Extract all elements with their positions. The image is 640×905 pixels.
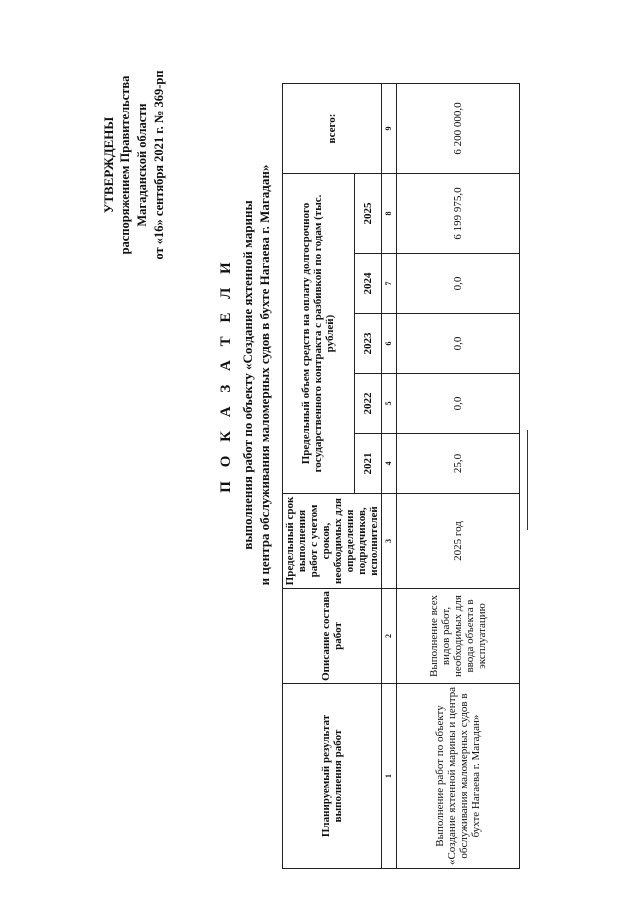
col-num-4: 4 <box>382 434 397 494</box>
header-money: Предельный объем средств на оплату долгосрочного государственного контракта с разбивкой по годам (тыс. рублей) <box>283 174 355 494</box>
approval-region: Магаданской области <box>135 103 149 227</box>
cell-total: 6 200 000,0 <box>397 84 520 174</box>
cell-2022: 0,0 <box>397 374 520 434</box>
cell-result: Выполнение работ по объекту «Создание яхтенной марины и центра обслуживания маломерных судов в бухте Нагаева г. Магадан» <box>397 684 520 869</box>
cell-2023: 0,0 <box>397 314 520 374</box>
year-2025: 2025 <box>354 174 382 254</box>
approval-block <box>100 35 168 295</box>
document-subtitle-line2: и центра обслуживания маломерных судов в бухте Нагаева г. Магадан» <box>257 164 272 586</box>
col-num-6: 6 <box>382 314 397 374</box>
table-row <box>397 84 520 869</box>
cell-2021: 25,0 <box>397 434 520 494</box>
approval-date: от «16» сентября 2021 г. № 369-рп <box>152 70 166 260</box>
approval-title: УТВЕРЖДЕНЫ <box>101 116 116 214</box>
cell-2025: 6 199 975,0 <box>397 174 520 254</box>
header-description: Описание состава работ <box>283 589 382 684</box>
cell-description: Выполнение всех видов работ, необходимых для ввода объекта в эксплуатацию <box>397 589 520 684</box>
header-total: всего: <box>283 84 382 174</box>
col-num-1: 1 <box>382 684 397 869</box>
document-subtitle-line1: выполнения работ по объекту «Создание яхтенной марины <box>240 200 255 550</box>
col-num-2: 2 <box>382 589 397 684</box>
col-num-3: 3 <box>382 494 397 589</box>
year-2022: 2022 <box>354 374 382 434</box>
indicators-table <box>282 83 520 869</box>
col-num-9: 9 <box>382 84 397 174</box>
cell-deadline: 2025 год <box>397 494 520 589</box>
year-2023: 2023 <box>354 314 382 374</box>
approval-by: распоряжением Правительства <box>118 75 132 255</box>
col-num-5: 5 <box>382 374 397 434</box>
header-result: Планируемый результат выполнения работ <box>283 684 382 869</box>
column-number-row <box>382 84 397 869</box>
signature-line <box>527 430 528 530</box>
header-deadline: Предельный срок выполнения работ с учетом сроков, необходимых для определения подрядчиков, исполнителей <box>283 494 382 589</box>
col-num-8: 8 <box>382 174 397 254</box>
table-header-row <box>283 84 355 869</box>
cell-2024: 0,0 <box>397 254 520 314</box>
year-2021: 2021 <box>354 434 382 494</box>
document-title: П О К А З А Т Е Л И <box>218 257 234 493</box>
col-num-7: 7 <box>382 254 397 314</box>
year-2024: 2024 <box>354 254 382 314</box>
document-title-block <box>218 0 273 755</box>
